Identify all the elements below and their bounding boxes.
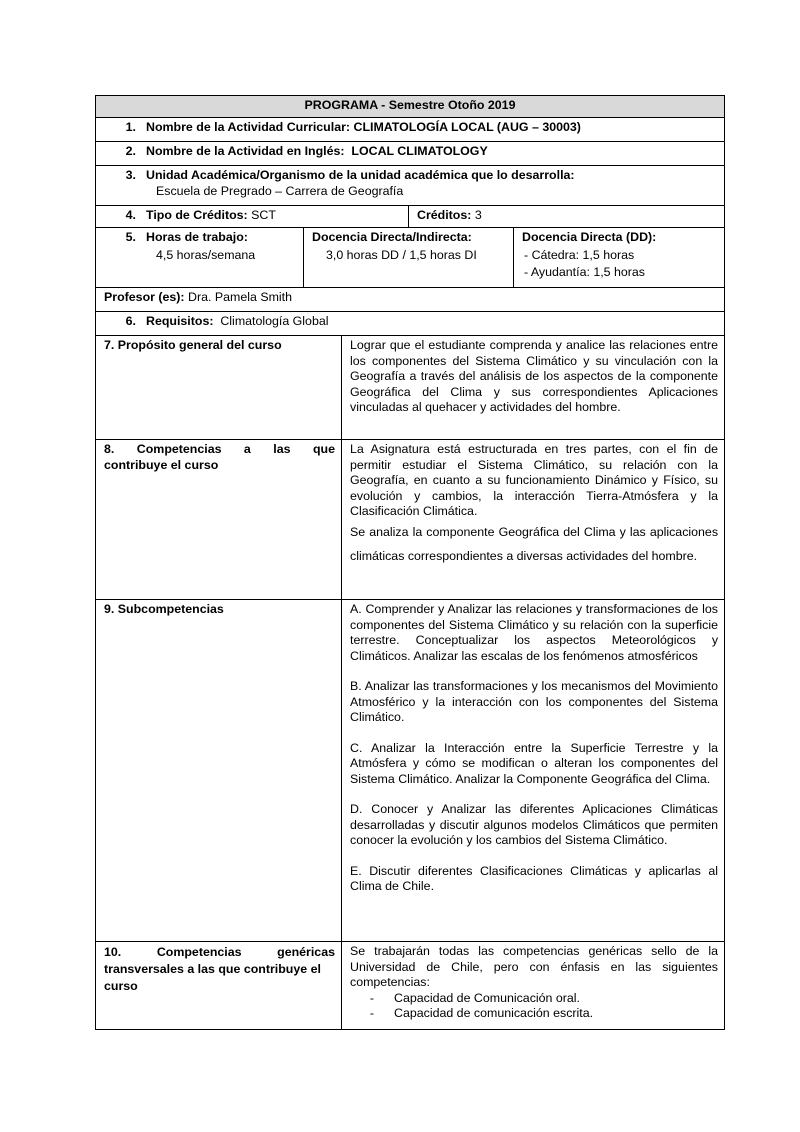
row-number: 3. — [125, 168, 136, 182]
generic-competencies-label-rest: transversales a las que contribuye el curso — [104, 962, 321, 993]
academic-unit-value: Escuela de Pregrado – Carrera de Geografía — [156, 183, 404, 198]
competencies-label-line2: contribuye el curso — [104, 457, 219, 472]
row-number: 6. — [125, 314, 136, 328]
program-title: PROGRAMA - Semestre Otoño 2019 — [96, 96, 725, 118]
section-purpose — [96, 336, 725, 440]
row-work-hours — [96, 228, 725, 288]
credit-type-value: SCT — [251, 208, 276, 222]
work-hours-value: 4,5 horas/semana — [156, 247, 256, 262]
english-name-label: Nombre de la Actividad en Inglés: — [146, 144, 345, 158]
row-number: 1. — [125, 120, 136, 134]
generic-competency-bullet: - Capacidad de comunicación escrita. — [350, 1006, 718, 1022]
section-generic-competencies — [96, 942, 725, 1030]
direct-teaching-label: Docencia Directa (DD): — [522, 230, 657, 244]
credits-value: 3 — [474, 208, 482, 222]
activity-name-value: CLIMATOLOGÍA LOCAL (AUG – 30003) — [353, 120, 581, 134]
competencies-label-line1: 8. Competencias a las que — [104, 442, 335, 456]
professor-label: Profesor (es): — [104, 290, 185, 304]
header-row — [96, 96, 725, 118]
direct-indirect-value: 3,0 horas DD / 1,5 horas DI — [326, 247, 477, 262]
academic-unit-label: Unidad Académica/Organismo de la unidad académica que lo desarrolla: — [146, 168, 575, 182]
requirements-value: Climatología Global — [220, 314, 329, 328]
activity-name-label: Nombre de la Actividad Curricular: — [146, 120, 351, 134]
subcompetency-d: D. Conocer y Analizar las diferentes Aplicaciones Climáticas desarrolladas y discutir algunos modelos Climáticos que permiten conocer la evolución y los cambios del Sistema Climático. — [350, 802, 719, 847]
row-number: 5. — [125, 230, 136, 244]
requirements-label: Requisitos: — [146, 314, 214, 328]
section-competencies — [96, 440, 725, 600]
competencies-text-2: Se analiza la componente Geográfica del Clima y las aplicaciones climáticas correspondientes a diversas actividades del hombre. — [350, 524, 719, 563]
dash-bullet-icon: - — [369, 1006, 375, 1020]
subcompetency-b: B. Analizar las transformaciones y los mecanismos del Movimiento Atmosférico y la interacción con los componentes del Sistema Climático. — [350, 679, 719, 724]
subcompetency-a: A. Comprender y Analizar las relaciones y transformaciones de los componentes del Sistema Climático y su relación con la superficie terrestre. Conceptualizar los aspectos Meteorológicos y Climáticos. Analizar las escalas de los fenómenos atmosféricos — [350, 602, 719, 663]
subcompetency-c: C. Analizar la Interacción entre la Superficie Terrestre y la Atmósfera y cómo se modifican o alteran los componentes del Sistema Climático. Analizar la Componente Geográfica del Clima. — [350, 740, 719, 786]
row-number: 4. — [125, 208, 136, 222]
dash-bullet-icon: - — [369, 990, 375, 1005]
credits-label: Créditos: — [417, 208, 472, 222]
row-english-name — [96, 142, 725, 166]
subcompetencies-label: 9. Subcompetencias — [96, 600, 342, 942]
credit-type-label: Tipo de Créditos: — [146, 208, 248, 222]
row-requirements — [96, 312, 725, 336]
generic-competencies-text: Se trabajarán todas las competencias genéricas sello de la Universidad de Chile, pero con énfasis en las siguientes competencias: — [350, 944, 719, 989]
row-academic-unit — [96, 166, 725, 206]
work-hours-label: Horas de trabajo: — [146, 230, 248, 244]
purpose-text: Lograr que el estudiante comprenda y analice las relaciones entre los componentes del Sistema Climático y su vinculación con la Geografía a través del análisis de los aspectos de la componente Geográfica del Clima y sus correspondientes Aplicaciones vinculadas al quehacer y actividades del hombre. — [342, 336, 725, 440]
row-number: 2. — [125, 144, 136, 158]
row-activity-name — [96, 118, 725, 142]
syllabus-page — [95, 95, 724, 1030]
row-professor — [96, 288, 725, 312]
english-name-value: LOCAL CLIMATOLOGY — [351, 144, 488, 158]
section-subcompetencies — [96, 600, 725, 942]
ayudantia-hours: - Ayudantía: 1,5 horas — [524, 265, 646, 279]
direct-indirect-label: Docencia Directa/Indirecta: — [312, 230, 472, 244]
catedra-hours: - Cátedra: 1,5 horas — [524, 247, 635, 262]
purpose-label: 7. Propósito general del curso — [96, 336, 342, 440]
row-credits — [96, 206, 725, 228]
professor-value: Dra. Pamela Smith — [188, 290, 292, 304]
subcompetency-e: E. Discutir diferentes Clasificaciones Climáticas y aplicarlas al Clima de Chile. — [350, 863, 719, 893]
program-table — [95, 95, 725, 1030]
competencies-text-1: La Asignatura está estructurada en tres partes, con el fin de permitir estudiar el Sistema Climático, su relación con la Geografía, en cuanto a su funcionamiento Dinámico y Físico, su evolución y cambios, la interacción Tierra-Atmósfera y la Clasificación Climática. — [350, 442, 719, 518]
generic-competencies-label-line1: 10. Competencias genéricas — [104, 945, 335, 959]
generic-competency-bullet: - Capacidad de Comunicación oral. — [350, 991, 718, 1007]
